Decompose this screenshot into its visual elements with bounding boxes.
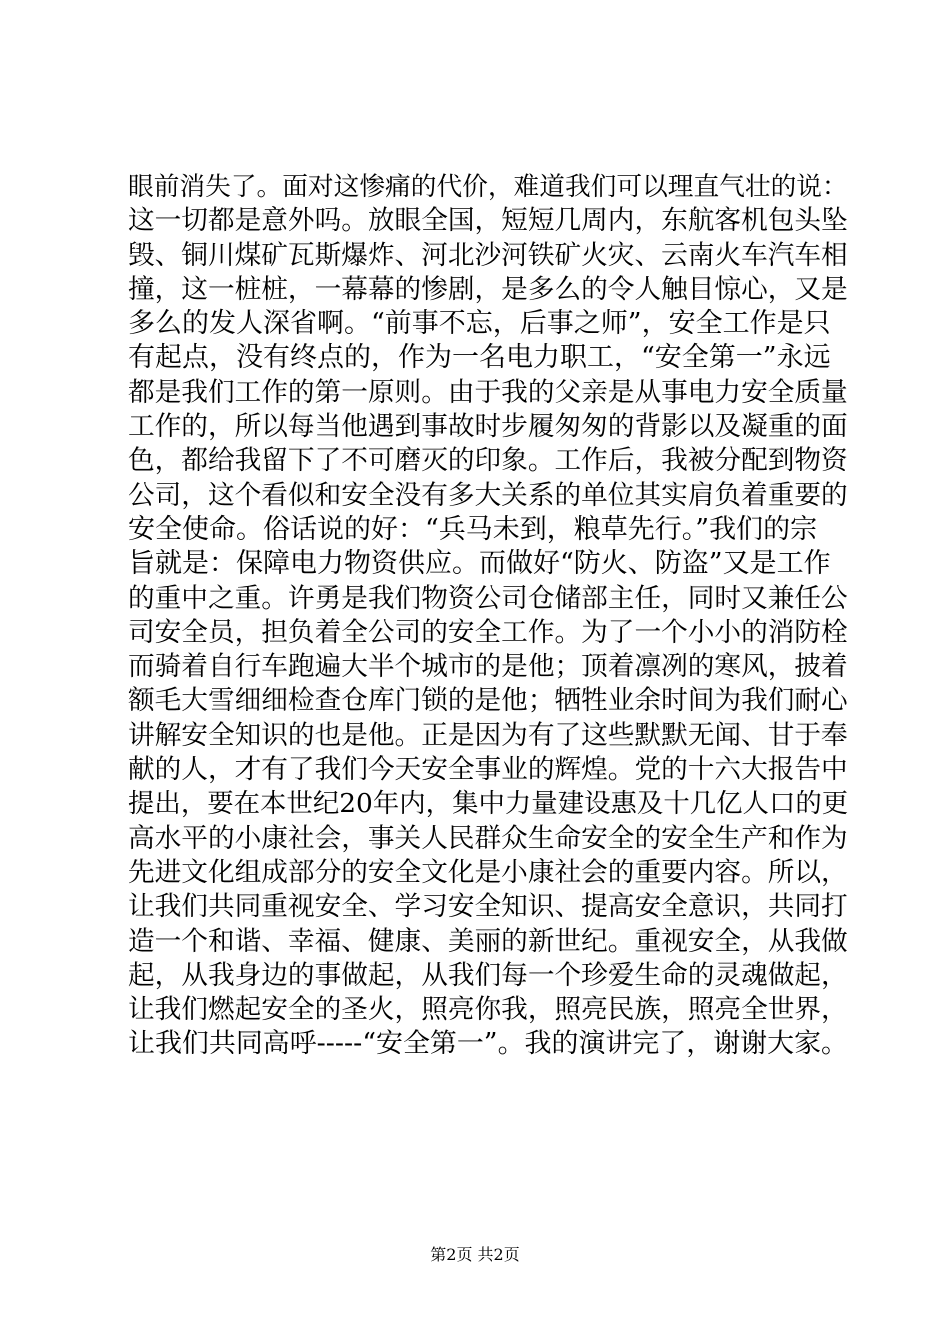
text-line: 这一切都是意外吗。放眼全国，短短几周内，东航客机包头坠	[128, 205, 848, 237]
text-line: 额毛大雪细细检查仓库门锁的是他；牺牲业余时间为我们耐心	[128, 685, 848, 717]
text-line: 提出，要在本世纪20年内，集中力量建设惠及十几亿人口的更	[128, 788, 849, 820]
text-line: 让我们共同高呼-----“安全第一”。我的演讲完了，谢谢大家。	[128, 1028, 848, 1060]
text-line: 讲解安全知识的也是他。正是因为有了这些默默无闻、甘于奉	[128, 719, 848, 751]
text-line: 毁、铜川煤矿瓦斯爆炸、河北沙河铁矿火灾、云南火车汽车相	[128, 239, 848, 271]
text-line: 有起点，没有终点的，作为一名电力职工，“安全第一”永远	[128, 342, 831, 374]
text-line: 都是我们工作的第一原则。由于我的父亲是从事电力安全质量	[128, 376, 848, 408]
text-line: 献的人，才有了我们今天安全事业的辉煌。党的十六大报告中	[128, 754, 848, 786]
text-line: 公司，这个看似和安全没有多大关系的单位其实肩负着重要的	[128, 479, 848, 511]
text-line: 旨就是：保障电力物资供应。而做好“防火、防盗”又是工作	[128, 548, 831, 580]
text-line: 让我们共同重视安全、学习安全知识、提高安全意识，共同打	[128, 891, 848, 923]
text-line: 工作的，所以每当他遇到事故时步履匆匆的背影以及凝重的面	[128, 411, 848, 443]
speech-body-text	[128, 170, 848, 1062]
text-line: 色，都给我留下了不可磨灭的印象。工作后，我被分配到物资	[128, 445, 848, 477]
text-line: 造一个和谐、幸福、健康、美丽的新世纪。重视安全，从我做	[128, 925, 848, 957]
page-number-footer: 第2页 共2页	[430, 1245, 520, 1264]
text-line: 眼前消失了。面对这惨痛的代价，难道我们可以理直气壮的说：	[128, 172, 848, 202]
text-line: 撞，这一桩桩，一幕幕的惨剧，是多么的令人触目惊心，又是	[128, 273, 848, 305]
text-line: 司安全员，担负着全公司的安全工作。为了一个小小的消防栓	[128, 616, 848, 648]
text-line: 让我们燃起安全的圣火，照亮你我，照亮民族，照亮全世界，	[128, 994, 848, 1026]
text-line: 先进文化组成部分的安全文化是小康社会的重要内容。所以，	[128, 856, 848, 888]
text-line: 而骑着自行车跑遍大半个城市的是他；顶着凛冽的寒风，披着	[128, 651, 848, 683]
text-line: 安全使命。俗话说的好：“兵马未到，粮草先行。”我们的宗	[128, 513, 818, 545]
text-line: 高水平的小康社会，事关人民群众生命安全的安全生产和作为	[128, 822, 848, 854]
text-line: 起，从我身边的事做起，从我们每一个珍爱生命的灵魂做起，	[128, 959, 848, 991]
text-line: 的重中之重。许勇是我们物资公司仓储部主任，同时又兼任公	[128, 582, 848, 614]
text-line: 多么的发人深省啊。“前事不忘，后事之师”，安全工作是只	[128, 308, 831, 340]
